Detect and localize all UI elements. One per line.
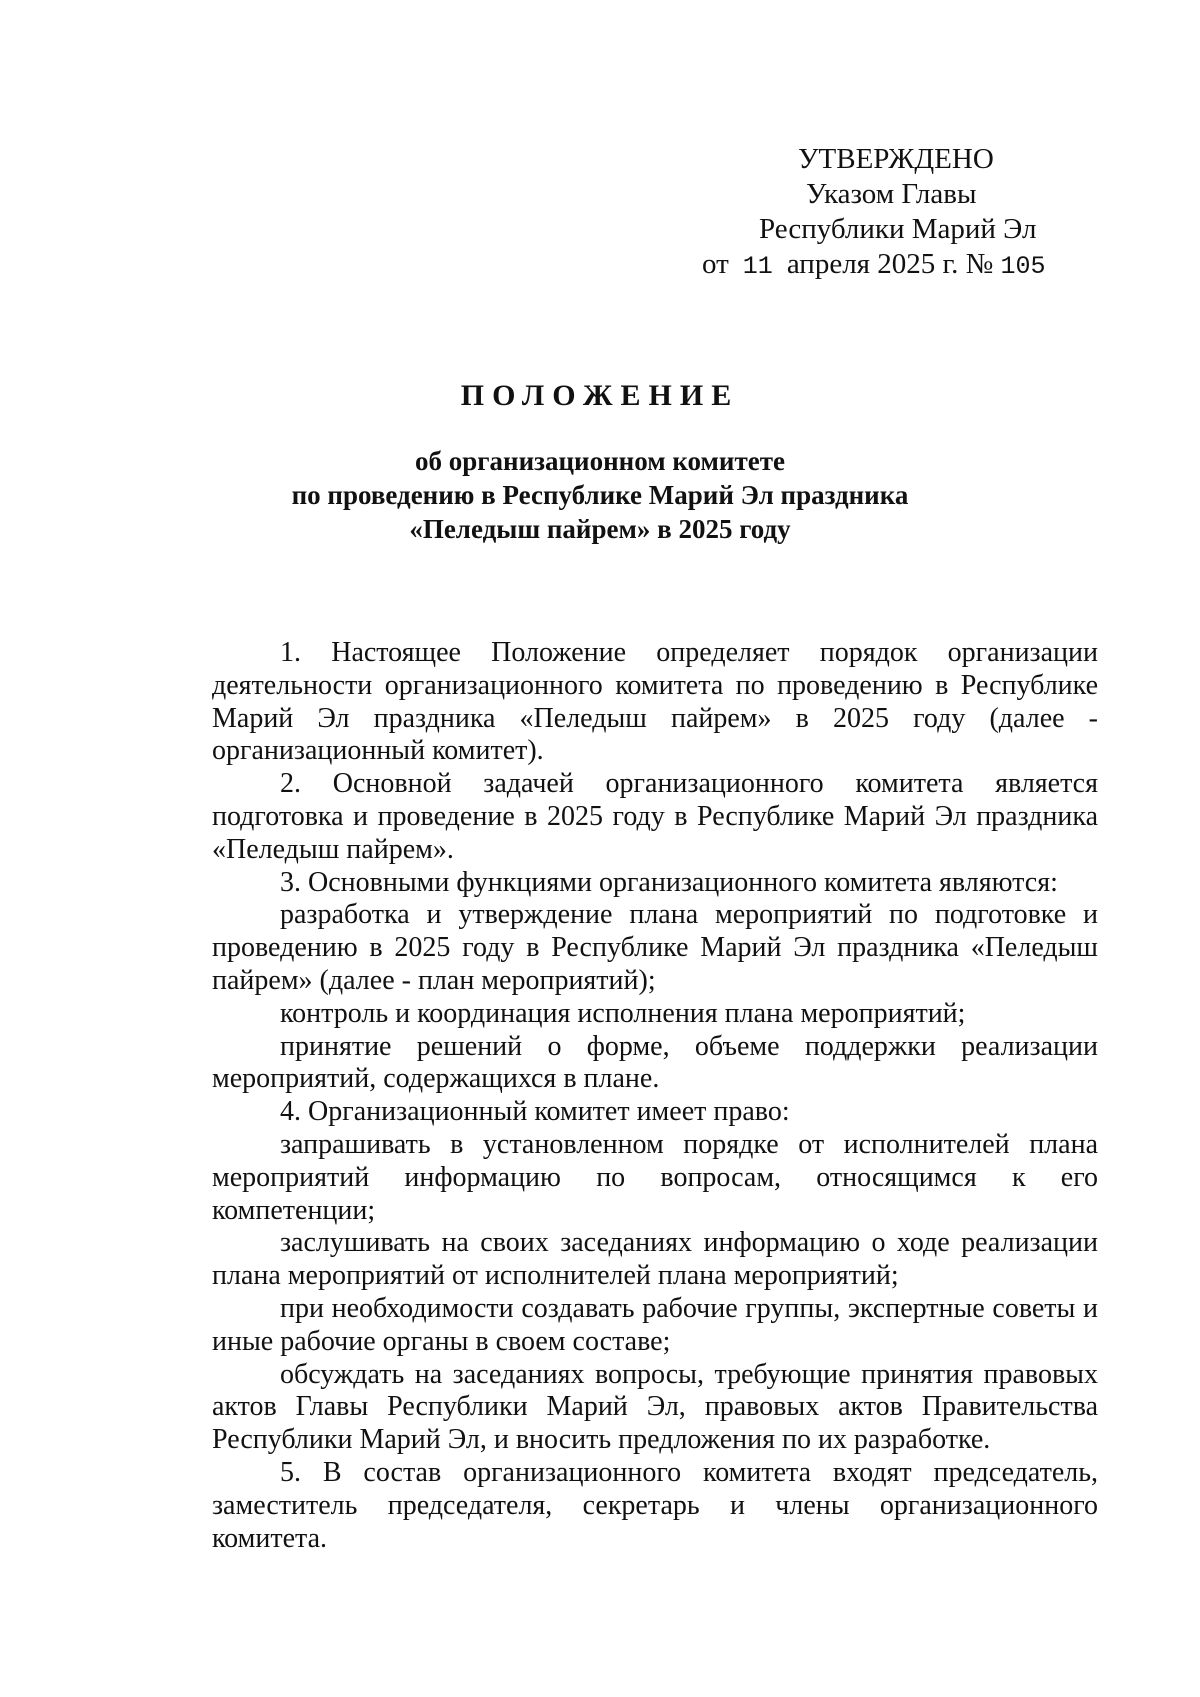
approval-date-day: 11 [742, 252, 773, 281]
paragraph: 4. Организационный комитет имеет право: [280, 1096, 790, 1128]
paragraph: 3. Основными функциями организационного комитета являются: [280, 866, 1058, 898]
approval-heading: УТВЕРЖДЕНО [798, 143, 994, 175]
subtitle-line: «Пеледыш пайрем» в 2025 году [409, 514, 791, 544]
approval-date-line [690, 247, 1090, 284]
paragraph: принятие решений о форме, объеме поддержки реализации мероприятий, содержащихся в плане. [212, 1030, 1098, 1095]
paragraph: при необходимости создавать рабочие группы, экспертные советы и иные рабочие органы в своем составе; [212, 1292, 1098, 1357]
approval-date-month-year: апреля 2025 г. № [786, 248, 994, 280]
approval-authority: Указом Главы [806, 178, 977, 210]
paragraph: 2. Основной задачей организационного комитета является подготовка и проведение в 2025 году в Республике Марий Эл праздника «Пеледыш пайрем». [212, 768, 1098, 865]
subtitle-line: об организационном комитете [415, 446, 785, 476]
approval-stamp [690, 142, 1090, 284]
approval-date-prefix: от [702, 248, 729, 280]
paragraph: обсуждать на заседаниях вопросы, требующие принятия правовых актов Главы Республики Марий Эл, правовых актов Правительства Республики Марий Эл, и вносить предложения по их разработке. [212, 1358, 1098, 1456]
paragraph: контроль и координация исполнения плана мероприятий; [280, 997, 966, 1029]
approval-republic: Республики Марий Эл [759, 213, 1037, 245]
document-title: ПОЛОЖЕНИЕ [460, 379, 740, 412]
paragraph: запрашивать в установленном порядке от исполнителей плана мероприятий информацию по вопросам, относящимся к его компетенции; [212, 1128, 1098, 1226]
approval-doc-number: 105 [1000, 252, 1046, 281]
document-body [212, 637, 1098, 1555]
paragraph: разработка и утверждение плана мероприятий по подготовке и проведению в 2025 году в Республике Марий Эл праздника «Пеледыш пайрем» (далее - план мероприятий); [212, 899, 1098, 996]
paragraph: заслушивать на своих заседаниях информацию о ходе реализации плана мероприятий от исполнителей плана мероприятий; [212, 1227, 1098, 1292]
document-subtitle [0, 444, 1200, 546]
paragraph: 1. Настоящее Положение определяет порядок организации деятельности организационного комитета по проведению в Республике Марий Эл праздника «Пеледыш пайрем» в 2025 году (далее - организационный комитет). [212, 637, 1098, 767]
subtitle-line: по проведению в Республике Марий Эл праздника [291, 480, 909, 510]
paragraph: 5. В состав организационного комитета входят председатель, заместитель председателя, секретарь и члены организационного комитета. [212, 1456, 1098, 1554]
